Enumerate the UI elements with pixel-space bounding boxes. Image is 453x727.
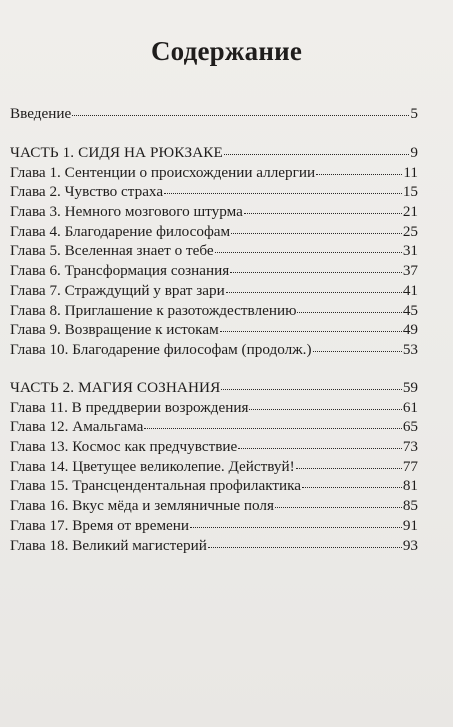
toc-chapter-row (10, 241, 418, 261)
toc-chapter-row (10, 301, 418, 321)
dot-leader (275, 505, 402, 508)
dot-leader (316, 172, 402, 175)
toc-chapter-label: Глава 7. Страждущий у врат зари (10, 281, 225, 299)
toc-chapter-row (10, 398, 418, 418)
toc-part-page: 59 (402, 379, 418, 396)
toc-chapter-label: Глава 5. Вселенная знает о тебе (10, 242, 214, 260)
dot-leader (226, 290, 402, 293)
toc-entry-intro (10, 104, 418, 124)
toc-chapter-page: 49 (402, 321, 418, 339)
toc-chapter-label: Глава 17. Время от времени (10, 516, 190, 534)
toc-chapter-label: Глава 9. Возвращение к истокам (10, 321, 219, 339)
dot-leader (238, 446, 402, 449)
toc-chapter-label: Глава 12. Амальгама (10, 418, 144, 436)
toc-entry-page: 5 (410, 105, 418, 122)
toc-chapter-label: Глава 13. Космос как предчувствие (10, 438, 238, 456)
toc-chapter-row (10, 281, 418, 301)
dot-leader (164, 191, 402, 194)
dot-leader (296, 466, 402, 469)
toc-chapter-page: 21 (402, 203, 418, 221)
toc-part-page: 9 (410, 144, 418, 161)
toc-chapter-label: Глава 15. Трансцендентальная профилактика (10, 477, 302, 495)
toc-chapter-row (10, 261, 418, 281)
toc-chapter-page: 61 (402, 398, 418, 416)
toc-chapter-label: Глава 18. Великий магистерий (10, 536, 207, 554)
toc-chapter-label: Глава 3. Немного мозгового штурма (10, 203, 243, 221)
toc-chapter-label: Глава 11. В преддверии возрождения (10, 398, 249, 416)
toc-chapter-page: 41 (402, 281, 418, 299)
toc-part-label: ЧАСТЬ 1. СИДЯ НА РЮКЗАКЕ (10, 144, 223, 161)
toc-chapter-page: 31 (402, 242, 418, 260)
toc-chapter-row (10, 476, 418, 496)
toc-chapter-page: 93 (402, 536, 418, 554)
toc-chapter-label: Глава 2. Чувство страха (10, 183, 164, 201)
dot-leader (224, 152, 410, 155)
toc-chapter-page: 91 (402, 516, 418, 534)
toc-chapter-row (10, 417, 418, 437)
toc-chapter-row (10, 536, 418, 556)
toc-chapter-row (10, 202, 418, 222)
dot-leader (215, 250, 402, 253)
toc-chapter-row (10, 457, 418, 477)
dot-leader (190, 525, 402, 528)
toc-entry-label: Введение (10, 105, 72, 122)
dot-leader (221, 387, 401, 390)
dot-leader (249, 407, 401, 410)
toc-chapter-row (10, 516, 418, 536)
dot-leader (72, 113, 409, 116)
toc-chapter-page: 45 (402, 301, 418, 319)
dot-leader (302, 485, 402, 488)
toc-chapter-page: 53 (402, 340, 418, 358)
toc-part-heading (10, 378, 418, 398)
dot-leader (230, 270, 402, 273)
toc-intro-section (10, 104, 418, 124)
toc-part-label: ЧАСТЬ 2. МАГИЯ СОЗНАНИЯ (10, 379, 221, 396)
toc-chapter-label: Глава 14. Цветущее великолепие. Действуй! (10, 457, 295, 475)
dot-leader (144, 426, 401, 429)
toc-part-heading (10, 143, 418, 163)
toc-chapter-label: Глава 8. Приглашение к разотождествлению (10, 301, 297, 319)
dot-leader (231, 231, 402, 234)
toc-chapter-row (10, 163, 418, 183)
dot-leader (313, 349, 402, 352)
toc-chapter-row (10, 340, 418, 360)
toc-chapter-row (10, 437, 418, 457)
toc-chapter-page: 81 (402, 477, 418, 495)
toc-chapter-page: 11 (403, 163, 418, 181)
toc-chapter-page: 37 (402, 262, 418, 280)
toc-chapter-label: Глава 16. Вкус мёда и земляничные поля (10, 497, 274, 515)
toc-chapter-page: 25 (402, 222, 418, 240)
toc-chapter-row (10, 320, 418, 340)
toc-part-1-section (10, 143, 418, 360)
toc-chapter-row (10, 496, 418, 516)
dot-leader (220, 329, 402, 332)
toc-chapter-page: 85 (402, 497, 418, 515)
toc-chapter-page: 77 (402, 457, 418, 475)
dot-leader (244, 211, 402, 214)
toc-chapter-page: 65 (402, 418, 418, 436)
toc-chapter-label: Глава 6. Трансформация сознания (10, 262, 230, 280)
toc-chapter-label: Глава 4. Благодарение философам (10, 222, 231, 240)
toc-chapter-label: Глава 10. Благодарение философам (продолж.) (10, 340, 312, 358)
toc-chapter-page: 73 (402, 438, 418, 456)
toc-chapter-label: Глава 1. Сентенции о происхождении аллергии (10, 163, 316, 181)
page-title: Содержание (150, 36, 303, 66)
dot-leader (208, 545, 402, 548)
toc-chapter-page: 15 (402, 183, 418, 201)
toc-part-2-section (10, 378, 418, 555)
toc-chapter-row (10, 222, 418, 242)
dot-leader (297, 310, 401, 313)
toc-chapter-row (10, 182, 418, 202)
